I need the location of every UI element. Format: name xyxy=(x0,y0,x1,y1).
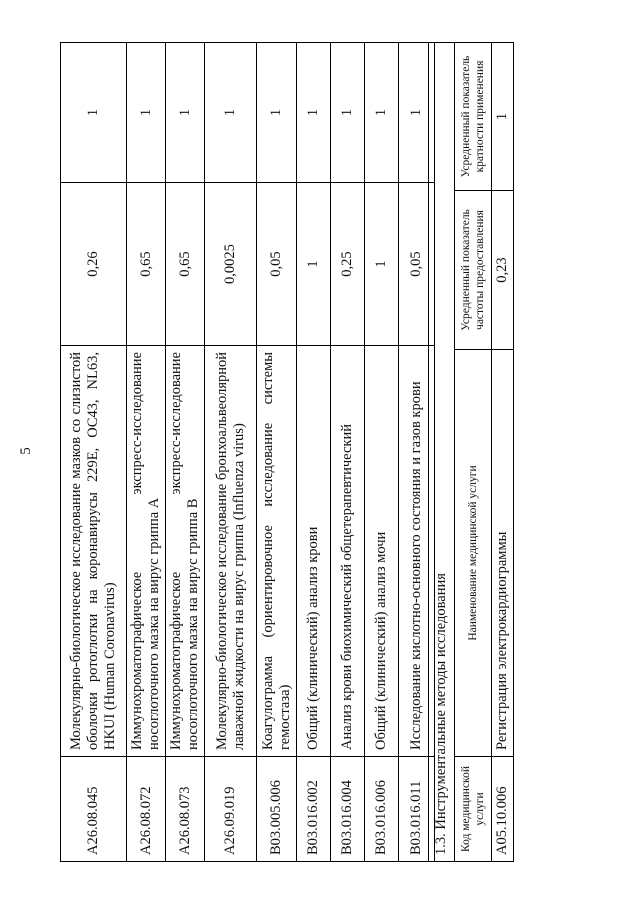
frequency-value: 0,65 xyxy=(127,183,166,346)
frequency-value: 0,25 xyxy=(331,183,365,346)
table-row xyxy=(61,43,127,862)
service-name: Молекулярно-биологическое исследование бронхоальвеолярной лаважной жидкости на вирус гриппа (Influenza virus) xyxy=(205,346,257,757)
service-code: B03.016.006 xyxy=(365,757,399,862)
frequency-value: 1 xyxy=(297,183,331,346)
table-row xyxy=(365,43,399,862)
service-name: Иммунохроматографическое экспресс-исследование носоглоточного мазка на вирус гриппа A xyxy=(127,346,166,757)
multiplicity-value: 1 xyxy=(257,43,297,183)
service-code: B03.016.004 xyxy=(331,757,365,862)
services-table-instrumental xyxy=(428,42,514,862)
service-code: B03.016.002 xyxy=(297,757,331,862)
table-row xyxy=(297,43,331,862)
multiplicity-value: 1 xyxy=(61,43,127,183)
table-row xyxy=(127,43,166,862)
table-header-row xyxy=(455,43,492,862)
multiplicity-value: 1 xyxy=(365,43,399,183)
frequency-value: 0,26 xyxy=(61,183,127,346)
service-code: A26.08.072 xyxy=(127,757,166,862)
page-number: 5 xyxy=(18,447,34,455)
service-code: B03.016.011 xyxy=(399,757,435,862)
multiplicity-value: 1 xyxy=(297,43,331,183)
services-table-lab xyxy=(60,42,435,862)
multiplicity-value: 1 xyxy=(127,43,166,183)
frequency-value: 0,0025 xyxy=(205,183,257,346)
service-code: A26.08.045 xyxy=(61,757,127,862)
frequency-value: 0,05 xyxy=(399,183,435,346)
multiplicity-value: 1 xyxy=(492,43,514,191)
frequency-value: 0,65 xyxy=(166,183,205,346)
service-name: Коагулограмма (ориентировочное исследование системы гемостаза) xyxy=(257,346,297,757)
service-name: Общий (клинический) анализ мочи xyxy=(365,346,399,757)
multiplicity-value: 1 xyxy=(399,43,435,183)
service-code: A26.08.073 xyxy=(166,757,205,862)
header-name: Наименование медицинской услуги xyxy=(455,350,492,757)
frequency-value: 0,05 xyxy=(257,183,297,346)
section-heading: 1.3. Инструментальные методы исследования xyxy=(429,43,455,862)
service-name: Исследование кислотно-основного состояния и газов крови xyxy=(399,346,435,757)
service-name: Иммунохроматографическое экспресс-исследование носоглоточного мазка на вирус гриппа B xyxy=(166,346,205,757)
header-multiplicity: Усредненный показатель кратности применения xyxy=(455,43,492,191)
frequency-value: 0,23 xyxy=(492,191,514,350)
service-name: Общий (клинический) анализ крови xyxy=(297,346,331,757)
table-row xyxy=(166,43,205,862)
service-name: Анализ крови биохимический общетерапевтический xyxy=(331,346,365,757)
service-code: A26.09.019 xyxy=(205,757,257,862)
multiplicity-value: 1 xyxy=(205,43,257,183)
table-row xyxy=(331,43,365,862)
frequency-value: 1 xyxy=(365,183,399,346)
header-frequency: Усредненный показатель частоты предоставления xyxy=(455,191,492,350)
table-row xyxy=(257,43,297,862)
table-row xyxy=(205,43,257,862)
multiplicity-value: 1 xyxy=(166,43,205,183)
multiplicity-value: 1 xyxy=(331,43,365,183)
header-code: Код медицинской услуги xyxy=(455,757,492,862)
service-code: B03.005.006 xyxy=(257,757,297,862)
service-name: Регистрация электрокардиограммы xyxy=(492,350,514,757)
service-code: A05.10.006 xyxy=(492,757,514,862)
table-row xyxy=(492,43,514,862)
service-name: Молекулярно-биологическое исследование мазков со слизистой оболочки ротоглотки на коронавирусы 229E, OC43, NL63, HKUI (Human Coronavirus) xyxy=(61,346,127,757)
